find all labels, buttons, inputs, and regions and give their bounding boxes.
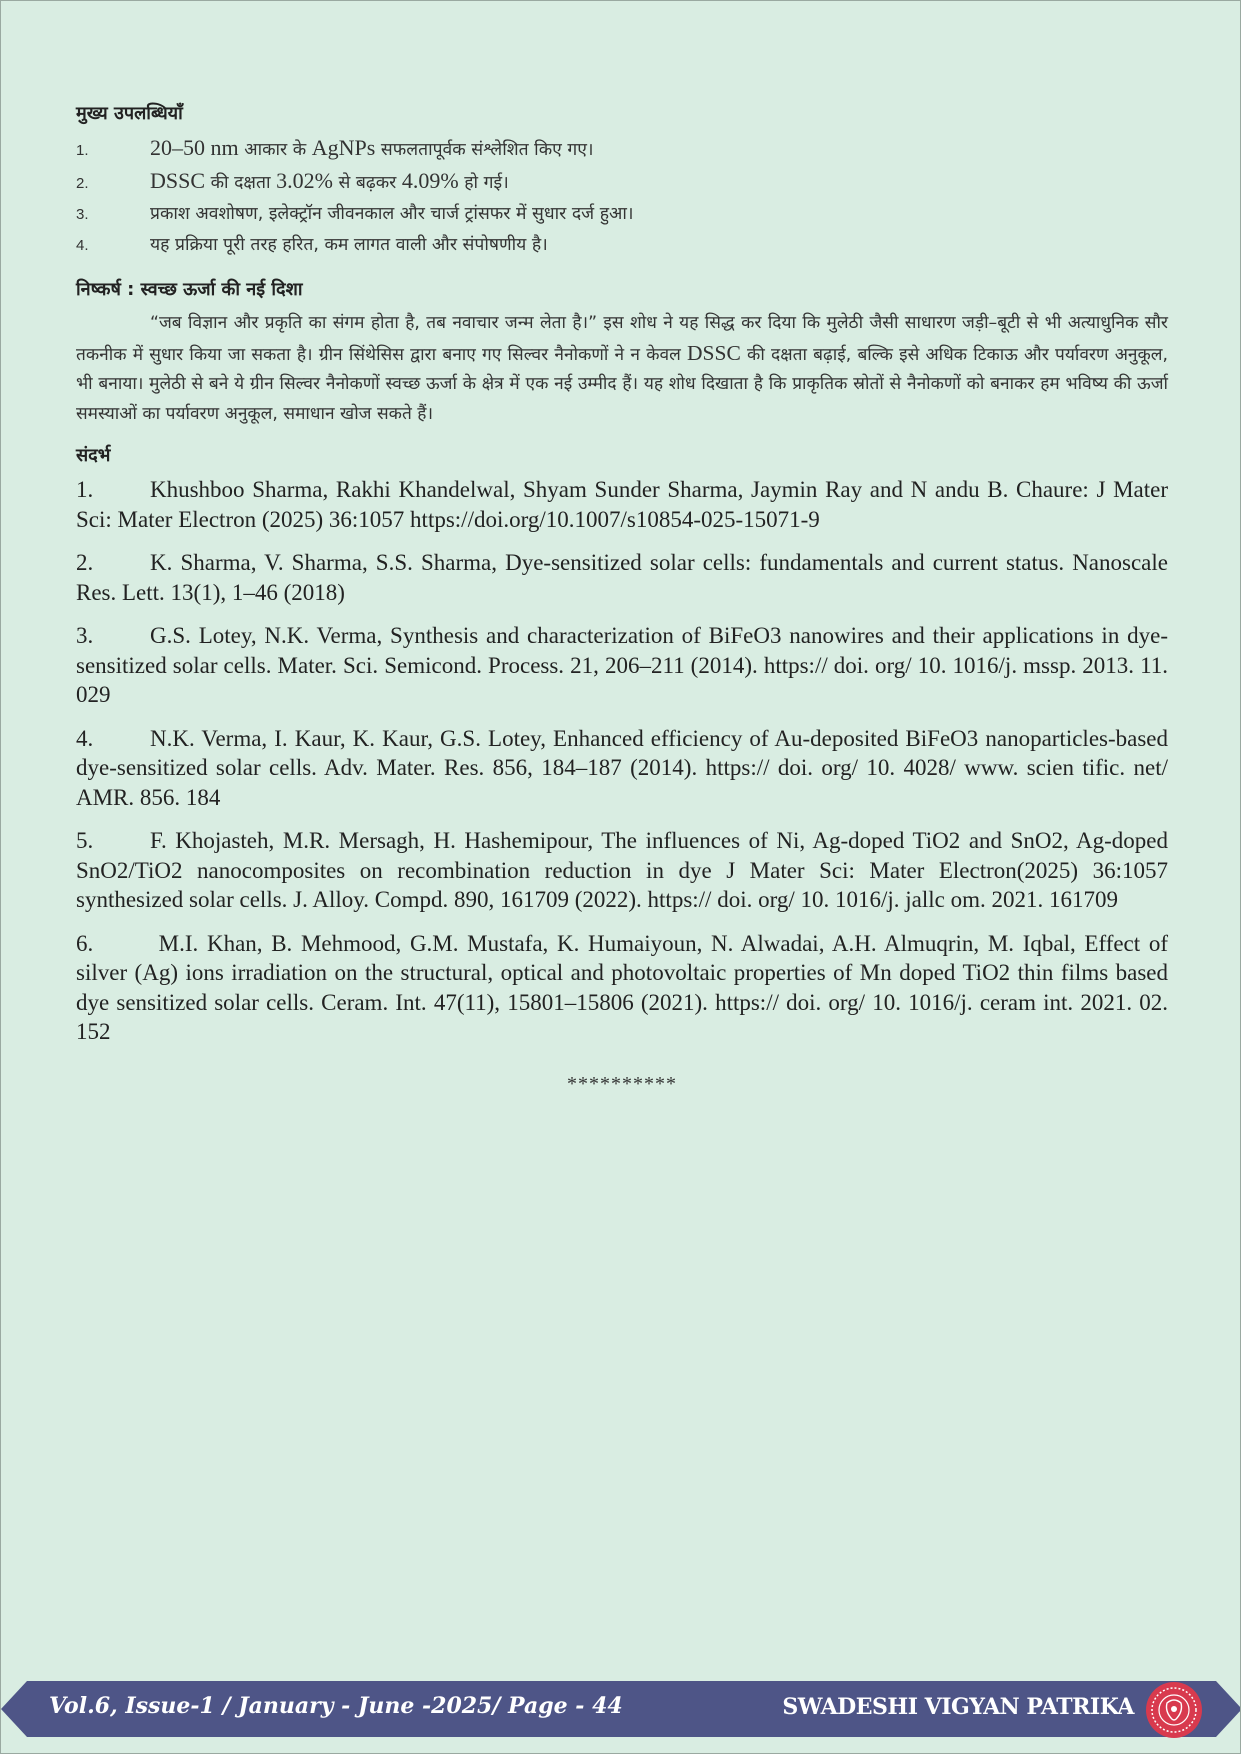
reference-item [76,826,1168,915]
hindi-text: से बढ़कर [332,173,402,193]
achievement-number: 1. [76,142,89,159]
journal-name: SWADESHI VIGYAN PATRIKA [782,1694,1134,1720]
achievement-item [76,166,1168,199]
reference-number: 5. [76,828,94,853]
issue-info: Vol.6, Issue-1 / January - June -2025/ Page - 44 [49,1693,623,1719]
achievement-text: यह प्रक्रिया पूरी तरह हरित, कम लागत वाली और संपोषणीय है। [150,235,548,255]
end-mark: ********** [567,1072,677,1095]
hindi-text: आकार के [238,140,312,160]
conclusion-heading: निष्कर्ष : स्वच्छ ऊर्जा की नई दिशा [76,279,303,300]
reference-item [76,929,1168,1047]
achievement-text [150,133,1168,165]
reference-item [76,724,1168,813]
conclusion-text: “जब विज्ञान और प्रकृति का संगम होता है, तब नवाचार जन्म लेता है।” इस शोध ने यह सिद्ध कर दिया कि मुलेठी जैसी साधारण जड़ी–बूटी से भी अत्याधुनिक सौर तकनीक में सुधार किया जा सकता है। ग्रीन सिंथेसिस द्वारा बनाए गए सिल्वर नैनोकणों ने न केवल [76,313,1168,365]
reference-number: 3. [76,623,94,648]
reference-number: 6. [76,930,94,956]
achievement-number: 4. [76,237,89,254]
hindi-text: की दक्षता [205,173,277,193]
reference-item [76,548,1168,607]
achievement-number: 2. [76,175,89,192]
reference-item [76,621,1168,710]
page-footer [1,1681,1241,1737]
reference-number: 1. [76,477,94,502]
latin-term: DSSC [687,340,741,365]
reference-text: Khushboo Sharma, Rakhi Khandelwal, Shyam Sunder Sharma, Jaymin Ray and N andu B. Chaure: J Mater Sci: Mater Electron (2025) 36:1057 https://doi.org/10.1007/s10854-025-15071-9 [76,477,1168,532]
achievements-list [76,133,1168,261]
hindi-text: सफलतापूर्वक संश्लेशित किए गए। [375,140,594,160]
achievements-heading: मुख्य उपलब्धियाँ [76,103,183,124]
achievement-text [150,166,1168,198]
hindi-text: हो गई। [458,173,509,193]
reference-text: K. Sharma, V. Sharma, S.S. Sharma, Dye-sensitized solar cells: fundamentals and current status. Nanoscale Res. Lett. 13(1), 1–46 (2018) [76,550,1168,605]
achievement-item [76,199,1168,230]
reference-number: 4. [76,725,94,751]
achievement-item [76,230,1168,261]
reference-item [76,475,1168,534]
reference-text: G.S. Lotey, N.K. Verma, Synthesis and characterization of BiFeO3 nanowires and their applications in dye-sensitized solar cells. Mater. Sci. Semicond. Process. 21, 206–211 (2014). https:// doi. org/ 10. 1016/j. mssp. 2013. 11. 029 [76,623,1168,707]
references-list [76,475,1168,1047]
latin-term: 20–50 nm [150,135,239,160]
latin-term: AgNPs [311,135,376,160]
latin-term: 3.02% [276,168,333,193]
latin-term: DSSC [150,168,206,193]
achievement-item [76,133,1168,166]
latin-term: 4.09% [401,168,459,193]
article-content [76,101,1168,1096]
conclusion-paragraph [76,309,1168,429]
journal-seal-icon [1145,1681,1203,1739]
reference-text: F. Khojasteh, M.R. Mersagh, H. Hashemipour, The influences of Ni, Ag-doped TiO2 and SnO2, Ag-doped SnO2/TiO2 nanocomposites on recombination reduction in dye J Mater Sci: Mater Electron(2025) 36:1057 synthesized solar cells. J. Alloy. Compd. 890, 161709 (2022). https:// doi. org/ 10. 1016/j. jallc om. 2021. 161709 [76,828,1168,912]
references-heading: संदर्भ [76,445,111,466]
conclusion-text: की दक्षता बढ़ाई, बल्कि इसे अधिक टिकाऊ और पर्यावरण अनुकूल, भी बनाया। मुलेठी से बने ये ग्रीन सिल्वर नैनोकणों स्वच्छ ऊर्जा के क्षेत्र में एक नई उम्मीद हैं। यह शोध दिखाता है कि प्राकृतिक स्रोतों से नैनोकणों को बनाकर हम भविष्य की ऊर्जा समस्याओं का पर्यावरण अनुकूल, समाधान खोज सकते हैं। [76,344,1168,424]
reference-text: N.K. Verma, I. Kaur, K. Kaur, G.S. Lotey, Enhanced efficiency of Au-deposited BiFeO3 nanoparticles-based dye-sensitized solar cells. Adv. Mater. Res. 856, 184–187 (2014). https:// doi. org/ 10. 4028/ www. scien tific. net/ AMR. 856. 184 [76,725,1168,810]
reference-text: M.I. Khan, B. Mehmood, G.M. Mustafa, K. Humaiyoun, N. Alwadai, A.H. Almuqrin, M. Iqbal, Effect of silver (Ag) ions irradiation on the structural, optical and photovoltaic properties of Mn doped TiO2 thin films based dye sensitized solar cells. Ceram. Int. 47(11), 15801–15806 (2021). https:// doi. org/ 10. 1016/j. ceram int. 2021. 02. 152 [76,930,1168,1044]
achievement-number: 3. [76,206,89,223]
reference-number: 2. [76,550,94,575]
achievement-text: प्रकाश अवशोषण, इलेक्ट्रॉन जीवनकाल और चार्ज ट्रांसफर में सुधार दर्ज हुआ। [150,204,634,224]
